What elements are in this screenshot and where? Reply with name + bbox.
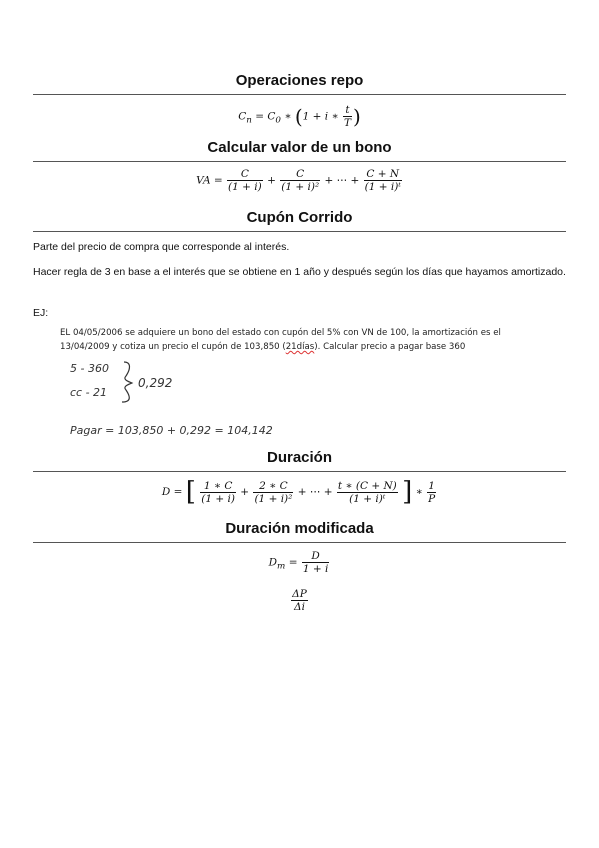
handwriting-notes (60, 356, 530, 446)
example-line: EL 04/05/2006 se adquiere un bono del estado con cupón del 5% con VN de 100, la amortización es el (60, 328, 501, 338)
formula-subscript: 0 (275, 115, 281, 126)
heading-duracion: Duración (266, 449, 332, 466)
formula-symbol: C (267, 110, 276, 123)
handwritten-text: Pagar = 103,850 + 0,292 = 104,142 (70, 424, 273, 437)
heading-operaciones-repo: Operaciones repo (235, 72, 364, 89)
formula-symbol: C (238, 110, 247, 123)
formula-term: 1 + i ∗ (302, 110, 339, 123)
paragraph: Hacer regla de 3 en base a el interés que se obtiene en 1 año y después según los días que hayamos amortizado. (33, 266, 566, 278)
formula-fraction: $\frac{t ∗ (C + N)}{\text{(1 + i)ᵗ}}$ (337, 479, 397, 505)
heading-rule (33, 471, 566, 472)
paragraph: Parte del precio de compra que corresponde al interés. (33, 241, 290, 253)
heading-rule (33, 161, 566, 162)
example-text (60, 326, 530, 354)
formula-ellipsis: + ⋯ + (324, 174, 360, 187)
formula-fraction: $\frac{2 ∗ C}{\text{(1 + i)²}}$ (254, 479, 293, 505)
formula-delta (33, 588, 566, 613)
heading-rule (33, 94, 566, 95)
heading-duracion-modificada: Duración modificada (225, 520, 374, 537)
formula-operator: = (288, 556, 298, 569)
formula-fraction: $\frac{t}{T}$ (343, 104, 351, 129)
formula-fraction: $\frac{C}{\text{(1 + i)²}}$ (281, 168, 320, 193)
formula-repo: $C_n = C_0$ ∗ (1 + i ∗ $\frac{t}{T}$ ) (238, 104, 361, 129)
heading-rule (33, 542, 566, 543)
heading-rule (33, 231, 566, 232)
formula-lhs: D = (161, 486, 183, 498)
handwritten-brace (122, 362, 132, 402)
formula-fraction: $\frac{C + N}{\text{(1 + i)ᵗ}}$ (364, 168, 401, 193)
formula-operator: ∗ (415, 486, 423, 498)
formula-lhs: VA = (196, 174, 223, 187)
heading-valor-bono: Calcular valor de un bono (207, 139, 392, 156)
formula-fraction: $\frac{C}{(1 + i)}$ (228, 168, 262, 193)
formula-duracion: D = [ $\frac{1 ∗ C}{(1 + i)}$ + $\frac{2 ∗ C}{\text{(1 + i)²}}$ + ⋯ + $\frac{t ∗ (C + N)}{\text{(1 + i)ᵗ}}$ ] ∗ $\frac{1}{P}$ (161, 477, 436, 507)
formula-ellipsis: + ⋯ + (297, 486, 333, 498)
formula-duracion-modificada (33, 550, 566, 575)
heading-cupon-corrido: Cupón Corrido (246, 209, 353, 226)
formula-fraction: $\frac{1 ∗ C}{(1 + i)}$ (201, 479, 235, 505)
formula-valor-bono: VA = $\frac{C}{(1 + i)}$ + $\frac{C}{\text{(1 + i)²}}$ + ⋯ + $\frac{C + N}{\text{(1 + i)ᵗ}}$ (196, 168, 401, 193)
handwritten-text: cc - 21 (70, 386, 108, 399)
handwritten-text: 5 - 360 (70, 362, 109, 375)
formula-symbol: D (268, 556, 278, 569)
formula-fraction: $\frac{\Delta P}{\Delta i}$ (292, 588, 307, 613)
formula-fraction: $\frac{D}{1 + i}$ (302, 550, 329, 575)
handwritten-text: 0,292 (138, 376, 173, 390)
example-image (60, 326, 530, 444)
spellcheck-underlined-word: 21días (285, 342, 315, 352)
formula-subscript: m (277, 561, 286, 572)
formula-fraction: $\frac{1}{P}$ (428, 479, 436, 505)
formula-subscript: n (246, 115, 252, 126)
example-line: 13/04/2009 y cotiza un precio el cupón de 103,850 (21días). Calcular precio a pagar base 360 (60, 342, 466, 352)
paragraph: EJ: (33, 307, 49, 319)
